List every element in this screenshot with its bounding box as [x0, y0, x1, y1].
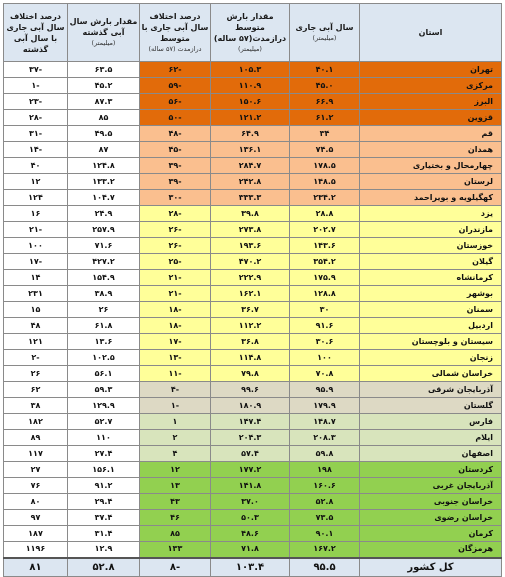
header-last-year: مقدار بارش سال آبی گذشته (میلیمتر): [68, 4, 140, 62]
cell-province: گلستان: [360, 398, 502, 414]
table-row: [4, 158, 502, 174]
cell-diff-last: -۱۴: [4, 142, 68, 158]
table-row: [4, 270, 502, 286]
cell-province: ایلام: [360, 430, 502, 446]
cell-last-year: ۱۱۰: [68, 430, 140, 446]
table-row: [4, 190, 502, 206]
cell-diff-avg: ۴۶: [140, 510, 211, 526]
cell-avg-rain: ۲۰۴.۳: [211, 430, 290, 446]
cell-diff-avg: ۱۳: [140, 478, 211, 494]
cell-province: تهران: [360, 62, 502, 78]
cell-province: اردبیل: [360, 318, 502, 334]
table-row: [4, 478, 502, 494]
cell-diff-last: -۳۱: [4, 126, 68, 142]
cell-avg-rain: ۶۴.۹: [211, 126, 290, 142]
cell-province: لرستان: [360, 174, 502, 190]
header-province: استان: [360, 4, 502, 62]
table-row: [4, 430, 502, 446]
cell-diff-avg: -۶۲: [140, 62, 211, 78]
cell-current-rain: ۳۰.۶: [290, 334, 360, 350]
table-row: [4, 398, 502, 414]
total-diff-avg: -۸: [140, 558, 211, 577]
cell-avg-rain: ۱۸۰.۹: [211, 398, 290, 414]
cell-diff-last: ۳۸: [4, 398, 68, 414]
cell-avg-rain: ۱۴۱.۸: [211, 478, 290, 494]
cell-current-rain: ۱۴۸.۷: [290, 414, 360, 430]
cell-avg-rain: ۱۲۱.۲: [211, 110, 290, 126]
cell-province: کرمان: [360, 526, 502, 542]
cell-avg-rain: ۳۹.۸: [211, 206, 290, 222]
cell-diff-last: ۱۱۹۶: [4, 542, 68, 558]
cell-diff-last: ۶۲: [4, 382, 68, 398]
cell-diff-avg: -۳۰: [140, 190, 211, 206]
cell-current-rain: ۳۵۴.۲: [290, 254, 360, 270]
cell-avg-rain: ۷۹.۸: [211, 366, 290, 382]
table-row: [4, 254, 502, 270]
cell-diff-avg: ۴۳: [140, 494, 211, 510]
cell-last-year: ۱۳.۶: [68, 334, 140, 350]
cell-diff-last: -۳۷: [4, 62, 68, 78]
cell-avg-rain: ۳۶.۸: [211, 334, 290, 350]
cell-diff-avg: -۴: [140, 382, 211, 398]
table-row: [4, 494, 502, 510]
cell-province: خراسان شمالی: [360, 366, 502, 382]
cell-avg-rain: ۱۱۰.۹: [211, 78, 290, 94]
cell-last-year: ۴۹.۵: [68, 126, 140, 142]
table-row: [4, 94, 502, 110]
cell-current-rain: ۱۷۵.۹: [290, 270, 360, 286]
cell-last-year: ۱۲۹.۹: [68, 398, 140, 414]
table-row: [4, 334, 502, 350]
cell-province: خراسان رضوی: [360, 510, 502, 526]
cell-diff-last: -۲۳: [4, 94, 68, 110]
cell-diff-avg: ۱۳۳: [140, 542, 211, 558]
cell-province: مازندران: [360, 222, 502, 238]
cell-last-year: ۱۳۳.۲: [68, 174, 140, 190]
cell-province: زنجان: [360, 350, 502, 366]
cell-diff-last: ۱۴: [4, 270, 68, 286]
total-current: ۹۵.۵: [290, 558, 360, 577]
cell-diff-last: ۱۰۰: [4, 238, 68, 254]
cell-avg-rain: ۲۷۳.۸: [211, 222, 290, 238]
table-row: [4, 286, 502, 302]
cell-diff-last: -۲۱: [4, 222, 68, 238]
cell-last-year: ۲۷.۴: [68, 446, 140, 462]
table-body: [4, 62, 502, 558]
cell-avg-rain: ۲۸۴.۷: [211, 158, 290, 174]
table-row: [4, 126, 502, 142]
cell-diff-avg: -۱: [140, 398, 211, 414]
cell-last-year: ۶۱.۸: [68, 318, 140, 334]
cell-avg-rain: ۷۱.۸: [211, 542, 290, 558]
cell-diff-avg: ۴: [140, 446, 211, 462]
cell-avg-rain: ۱۱۲.۲: [211, 318, 290, 334]
cell-diff-avg: ۱: [140, 414, 211, 430]
cell-diff-avg: -۴۸: [140, 126, 211, 142]
cell-last-year: ۲۴.۹: [68, 206, 140, 222]
cell-province: چهارمحال و بختیاری: [360, 158, 502, 174]
cell-last-year: ۵۹.۳: [68, 382, 140, 398]
cell-current-rain: ۱۹۸: [290, 462, 360, 478]
cell-last-year: ۸۷.۳: [68, 94, 140, 110]
cell-diff-avg: -۳۹: [140, 174, 211, 190]
total-avg: ۱۰۳.۴: [211, 558, 290, 577]
cell-avg-rain: ۵۰.۳: [211, 510, 290, 526]
rainfall-table: [3, 3, 502, 577]
cell-avg-rain: ۲۴۲.۸: [211, 174, 290, 190]
cell-current-rain: ۹۱.۶: [290, 318, 360, 334]
cell-avg-rain: ۴۸.۶: [211, 526, 290, 542]
cell-current-rain: ۱۷۹.۹: [290, 398, 360, 414]
cell-diff-avg: -۵۰: [140, 110, 211, 126]
cell-current-rain: ۲۰۲.۷: [290, 222, 360, 238]
total-row: [4, 558, 502, 577]
cell-province: کهگیلویه و بویراحمد: [360, 190, 502, 206]
cell-diff-avg: -۵۶: [140, 94, 211, 110]
total-label: کل کشور: [360, 558, 502, 577]
cell-diff-avg: ۲: [140, 430, 211, 446]
cell-province: خراسان جنوبی: [360, 494, 502, 510]
cell-last-year: ۵۶.۱: [68, 366, 140, 382]
cell-diff-last: ۲۷: [4, 462, 68, 478]
cell-last-year: ۳۱.۴: [68, 526, 140, 542]
cell-avg-rain: ۲۲۲.۹: [211, 270, 290, 286]
cell-avg-rain: ۱۰۵.۳: [211, 62, 290, 78]
cell-diff-avg: -۱۳: [140, 350, 211, 366]
cell-current-rain: ۱۲۸.۸: [290, 286, 360, 302]
cell-current-rain: ۹۰.۱: [290, 526, 360, 542]
cell-diff-avg: -۱۸: [140, 318, 211, 334]
cell-current-rain: ۵۲.۸: [290, 494, 360, 510]
cell-last-year: ۱۵۴.۹: [68, 270, 140, 286]
cell-province: همدان: [360, 142, 502, 158]
cell-avg-rain: ۱۶۲.۱: [211, 286, 290, 302]
cell-province: کردستان: [360, 462, 502, 478]
table-row: [4, 382, 502, 398]
table-row: [4, 206, 502, 222]
cell-last-year: ۴۵.۲: [68, 78, 140, 94]
cell-diff-avg: -۴۵: [140, 142, 211, 158]
header-diff-last: درصد اختلاف سال آبی جاری با سال آبی گذشته: [4, 4, 68, 62]
cell-last-year: ۴۲۷.۲: [68, 254, 140, 270]
cell-avg-rain: ۴۷۰.۲: [211, 254, 290, 270]
cell-diff-last: ۷۶: [4, 478, 68, 494]
cell-current-rain: ۱۷۸.۵: [290, 158, 360, 174]
table-row: [4, 318, 502, 334]
table-row: [4, 302, 502, 318]
cell-diff-avg: -۱۸: [140, 302, 211, 318]
cell-diff-avg: -۱۱: [140, 366, 211, 382]
table-row: [4, 526, 502, 542]
table-row: [4, 414, 502, 430]
cell-avg-rain: ۳۷.۰: [211, 494, 290, 510]
cell-current-rain: ۵۹.۸: [290, 446, 360, 462]
cell-province: مرکزی: [360, 78, 502, 94]
cell-diff-last: ۱۵: [4, 302, 68, 318]
cell-diff-last: ۴۸: [4, 318, 68, 334]
cell-last-year: ۳۷.۴: [68, 510, 140, 526]
cell-diff-last: ۴۰: [4, 158, 68, 174]
table-row: [4, 350, 502, 366]
cell-current-rain: ۴۰.۱: [290, 62, 360, 78]
cell-diff-avg: -۲۶: [140, 238, 211, 254]
cell-province: قم: [360, 126, 502, 142]
table-row: [4, 238, 502, 254]
cell-last-year: ۶۳.۵: [68, 62, 140, 78]
cell-avg-rain: ۱۱۴.۸: [211, 350, 290, 366]
cell-diff-last: ۱۲۴: [4, 190, 68, 206]
cell-last-year: ۹۱.۲: [68, 478, 140, 494]
cell-avg-rain: ۹۹.۶: [211, 382, 290, 398]
cell-current-rain: ۱۴۸.۵: [290, 174, 360, 190]
cell-current-rain: ۱۴۳.۶: [290, 238, 360, 254]
cell-current-rain: ۴۵.۰: [290, 78, 360, 94]
cell-province: سیستان و بلوچستان: [360, 334, 502, 350]
table-row: [4, 510, 502, 526]
cell-diff-last: ۲۳۱: [4, 286, 68, 302]
cell-diff-avg: -۲۶: [140, 222, 211, 238]
table-row: [4, 222, 502, 238]
cell-current-rain: ۶۶.۹: [290, 94, 360, 110]
rainfall-table-container: [3, 3, 501, 577]
cell-avg-rain: ۱۷۷.۲: [211, 462, 290, 478]
cell-diff-last: ۹۷: [4, 510, 68, 526]
total-last: ۵۲.۸: [68, 558, 140, 577]
cell-avg-rain: ۱۵۰.۶: [211, 94, 290, 110]
cell-last-year: ۸۷: [68, 142, 140, 158]
table-row: [4, 78, 502, 94]
cell-diff-last: ۸۰: [4, 494, 68, 510]
cell-diff-last: ۱۲: [4, 174, 68, 190]
table-row: [4, 446, 502, 462]
cell-last-year: ۱۲۴.۸: [68, 158, 140, 174]
table-row: [4, 542, 502, 558]
cell-province: آذربایجان شرقی: [360, 382, 502, 398]
cell-current-rain: ۷۳.۵: [290, 510, 360, 526]
cell-current-rain: ۱۶۰.۶: [290, 478, 360, 494]
cell-diff-last: ۱۱۷: [4, 446, 68, 462]
cell-diff-last: ۱۲۱: [4, 334, 68, 350]
cell-province: کرمانشاه: [360, 270, 502, 286]
cell-diff-avg: -۲۵: [140, 254, 211, 270]
cell-current-rain: ۶۱.۲: [290, 110, 360, 126]
cell-last-year: ۱۰۲.۵: [68, 350, 140, 366]
cell-diff-last: -۲۸: [4, 110, 68, 126]
cell-last-year: ۱۵۶.۱: [68, 462, 140, 478]
cell-current-rain: ۲۳۴.۲: [290, 190, 360, 206]
cell-diff-last: ۱۶: [4, 206, 68, 222]
cell-province: اصفهان: [360, 446, 502, 462]
table-row: [4, 142, 502, 158]
cell-diff-avg: -۱۷: [140, 334, 211, 350]
table-row: [4, 62, 502, 78]
cell-diff-avg: -۲۸: [140, 206, 211, 222]
cell-last-year: ۱۰۴.۷: [68, 190, 140, 206]
cell-current-rain: ۳۴: [290, 126, 360, 142]
table-row: [4, 174, 502, 190]
table-row: [4, 366, 502, 382]
cell-province: گیلان: [360, 254, 502, 270]
cell-avg-rain: ۱۹۳.۶: [211, 238, 290, 254]
cell-last-year: ۲۶: [68, 302, 140, 318]
cell-province: هرمزگان: [360, 542, 502, 558]
header-row: [4, 4, 502, 62]
header-diff-avg: درصد اختلاف سال آبی جاری با متوسط درازمدت (۵۷ ساله): [140, 4, 211, 62]
cell-current-rain: ۷۰.۸: [290, 366, 360, 382]
cell-last-year: ۱۲.۹: [68, 542, 140, 558]
cell-avg-rain: ۵۷.۴: [211, 446, 290, 462]
cell-diff-avg: -۲۱: [140, 286, 211, 302]
cell-province: فارس: [360, 414, 502, 430]
cell-province: سمنان: [360, 302, 502, 318]
cell-last-year: ۷۱.۶: [68, 238, 140, 254]
cell-diff-avg: -۲۱: [140, 270, 211, 286]
cell-avg-rain: ۳۶.۷: [211, 302, 290, 318]
cell-province: البرز: [360, 94, 502, 110]
cell-diff-last: ۲۶: [4, 366, 68, 382]
cell-diff-avg: ۸۵: [140, 526, 211, 542]
header-avg-rain: مقدار بارش متوسط درازمدت(۵۷ ساله) (میلیمتر): [211, 4, 290, 62]
total-diff-last: ۸۱: [4, 558, 68, 577]
cell-diff-avg: ۱۲: [140, 462, 211, 478]
cell-last-year: ۳۸.۹: [68, 286, 140, 302]
cell-diff-last: -۲: [4, 350, 68, 366]
cell-avg-rain: ۱۳۶.۱: [211, 142, 290, 158]
cell-avg-rain: ۱۴۷.۴: [211, 414, 290, 430]
table-row: [4, 110, 502, 126]
cell-diff-avg: -۵۹: [140, 78, 211, 94]
cell-diff-avg: -۳۹: [140, 158, 211, 174]
cell-current-rain: ۱۶۷.۲: [290, 542, 360, 558]
cell-diff-last: ۱۸۷: [4, 526, 68, 542]
cell-last-year: ۲۹.۴: [68, 494, 140, 510]
cell-current-rain: ۱۰۰: [290, 350, 360, 366]
cell-current-rain: ۲۰۸.۳: [290, 430, 360, 446]
table-row: [4, 462, 502, 478]
cell-current-rain: ۷۴.۵: [290, 142, 360, 158]
cell-last-year: ۸۵: [68, 110, 140, 126]
cell-province: خوزستان: [360, 238, 502, 254]
cell-last-year: ۲۵۷.۹: [68, 222, 140, 238]
cell-diff-last: ۱۸۲: [4, 414, 68, 430]
cell-diff-last: -۱: [4, 78, 68, 94]
cell-diff-last: ۸۹: [4, 430, 68, 446]
cell-province: آذربایجان غربی: [360, 478, 502, 494]
cell-diff-last: -۱۷: [4, 254, 68, 270]
cell-province: یزد: [360, 206, 502, 222]
cell-current-rain: ۳۰: [290, 302, 360, 318]
header-current-rain: سال آبی جاری (میلیمتر): [290, 4, 360, 62]
cell-current-rain: ۲۸.۸: [290, 206, 360, 222]
cell-province: قزوین: [360, 110, 502, 126]
cell-current-rain: ۹۵.۹: [290, 382, 360, 398]
cell-last-year: ۵۲.۷: [68, 414, 140, 430]
cell-avg-rain: ۳۳۳.۳: [211, 190, 290, 206]
cell-province: بوشهر: [360, 286, 502, 302]
